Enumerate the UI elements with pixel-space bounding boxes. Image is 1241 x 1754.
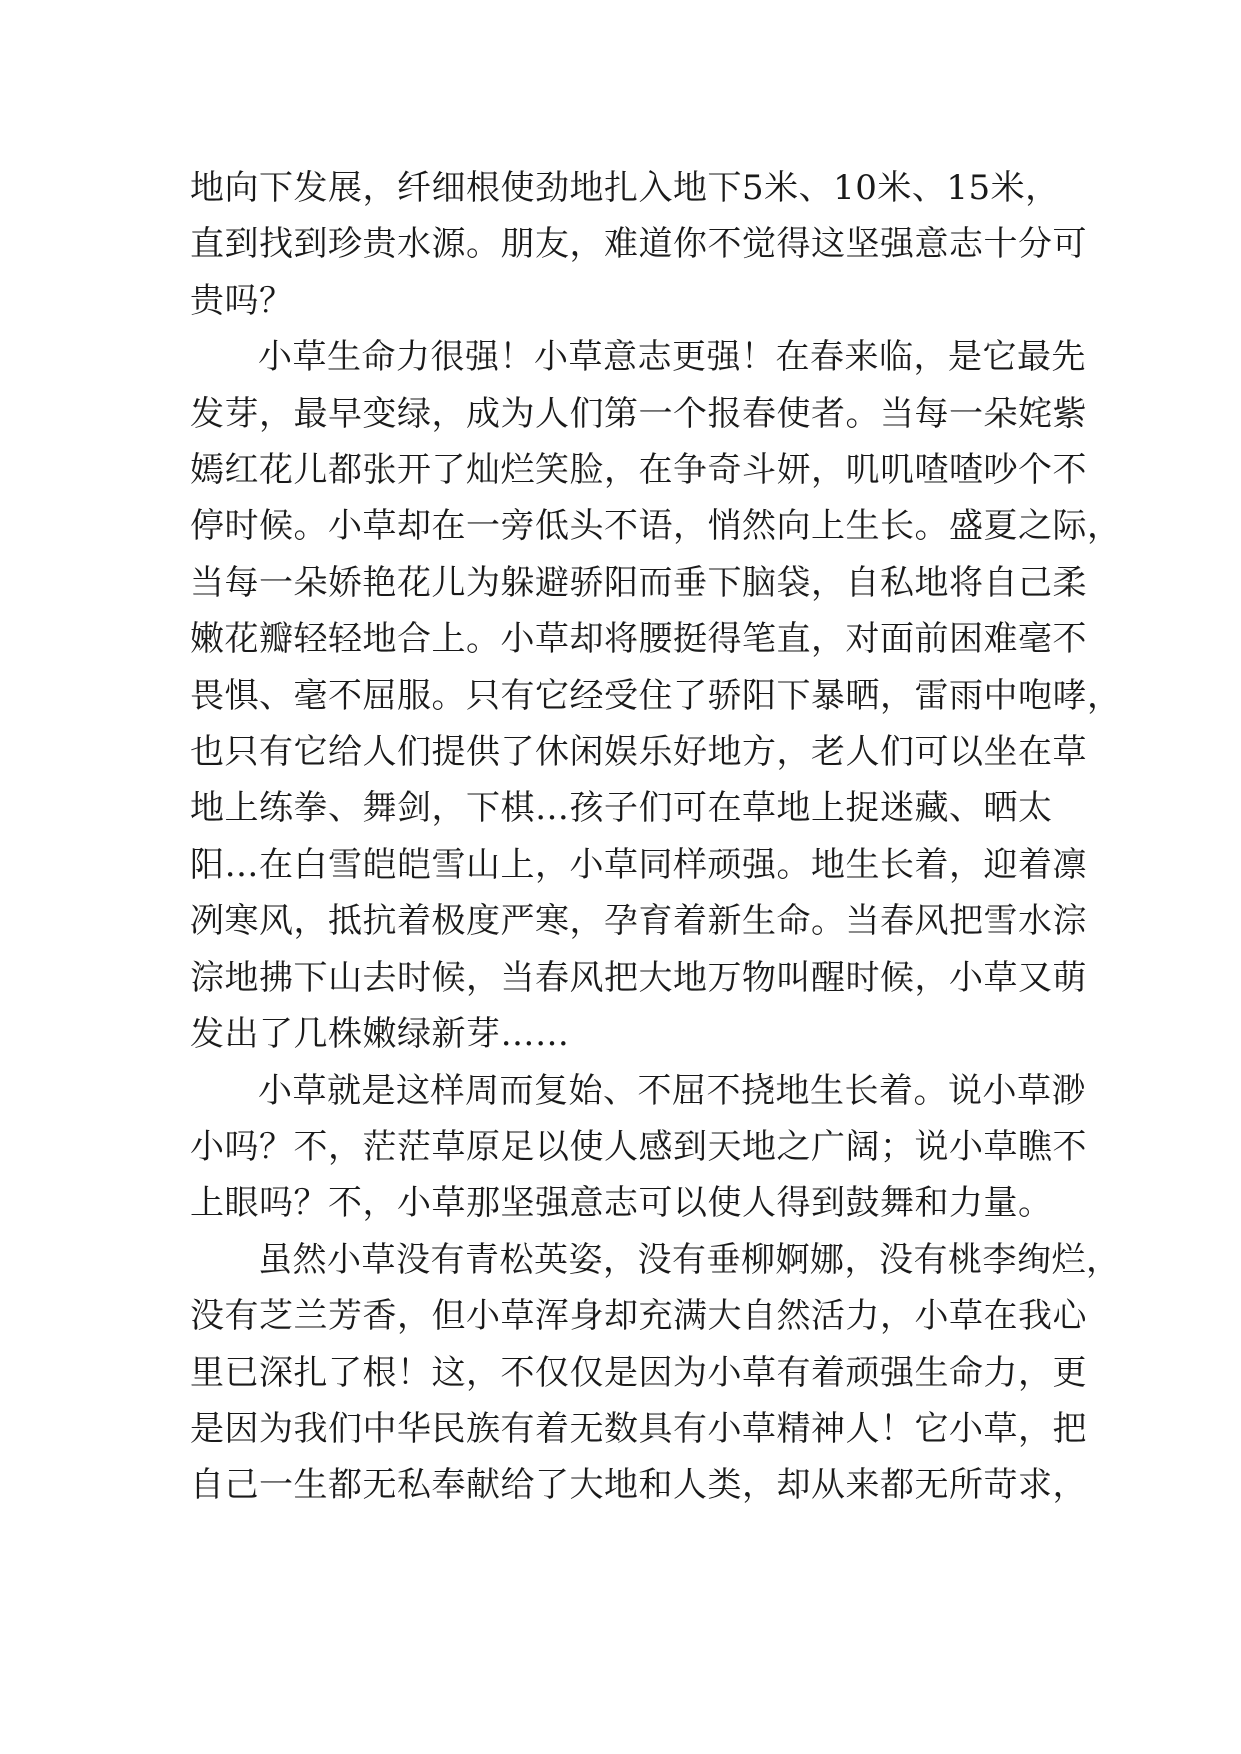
- text-line: 发芽，最早变绿，成为人们第一个报春使者。当每一朵姹紫: [190, 393, 1087, 434]
- text-line: 地向下发展，纤细根使劲地扎入地下5米、10米、15米，: [190, 168, 1060, 208]
- text-line: 阳…在白雪皑皑雪山上，小草同样顽强。地生长着，迎着凛: [190, 844, 1087, 885]
- paragraph-2: [190, 329, 1122, 1062]
- text-line: 也只有它给人们提供了休闲娱乐好地方，老人们可以坐在草: [190, 732, 1087, 773]
- text-line: 小草生命力很强！小草意志更强！在春来临，是它最先: [258, 337, 1086, 378]
- text-line: 停时候。小草却在一旁低头不语，悄然向上生长。盛夏之际，: [190, 506, 1122, 547]
- paragraph-4: [190, 1232, 1121, 1514]
- text-line: 是因为我们中华民族有着无数具有小草精神人！它小草，把: [190, 1408, 1087, 1449]
- text-line: 小吗？不，茫茫草原足以使人感到天地之广阔；说小草瞧不: [190, 1126, 1087, 1167]
- text-line: 嫩花瓣轻轻地合上。小草却将腰挺得笔直，对面前困难毫不: [190, 619, 1087, 660]
- text-line: 淙地拂下山去时候，当春风把大地万物叫醒时候，小草又萌: [190, 957, 1087, 998]
- text-line: 地上练拳、舞剑，下棋…孩子们可在草地上捉迷藏、晒太: [190, 788, 1053, 829]
- text-line: 上眼吗？不，小草那坚强意志可以使人得到鼓舞和力量。: [190, 1183, 1053, 1224]
- text-line: 自己一生都无私奉献给了大地和人类，却从来都无所苛求，: [190, 1465, 1087, 1506]
- paragraph-3: [190, 1063, 1087, 1232]
- text-line: 当每一朵娇艳花儿为躲避骄阳而垂下脑袋，自私地将自己柔: [190, 562, 1087, 603]
- text-line: 发出了几株嫩绿新芽……: [190, 1014, 570, 1055]
- paragraph-1: [190, 160, 1087, 329]
- text-line: 冽寒风，抵抗着极度严寒，孕育着新生命。当春风把雪水淙: [190, 901, 1087, 942]
- text-line: 畏惧、毫不屈服。只有它经受住了骄阳下暴晒，雷雨中咆哮，: [190, 675, 1122, 716]
- text-line: 直到找到珍贵水源。朋友，难道你不觉得这坚强意志十分可: [190, 224, 1087, 265]
- text-line: 虽然小草没有青松英姿，没有垂柳婀娜，没有桃李绚烂，: [258, 1239, 1121, 1280]
- body-text: [190, 160, 1122, 1514]
- text-line: 小草就是这样周而复始、不屈不挠地生长着。说小草渺: [258, 1070, 1086, 1111]
- text-line: 嫣红花儿都张开了灿烂笑脸，在争奇斗妍，叽叽喳喳吵个不: [190, 450, 1087, 491]
- text-line: 没有芝兰芳香，但小草浑身却充满大自然活力，小草在我心: [190, 1296, 1087, 1337]
- text-line: 贵吗？: [190, 280, 294, 321]
- text-line: 里已深扎了根！这，不仅仅是因为小草有着顽强生命力，更: [190, 1352, 1087, 1393]
